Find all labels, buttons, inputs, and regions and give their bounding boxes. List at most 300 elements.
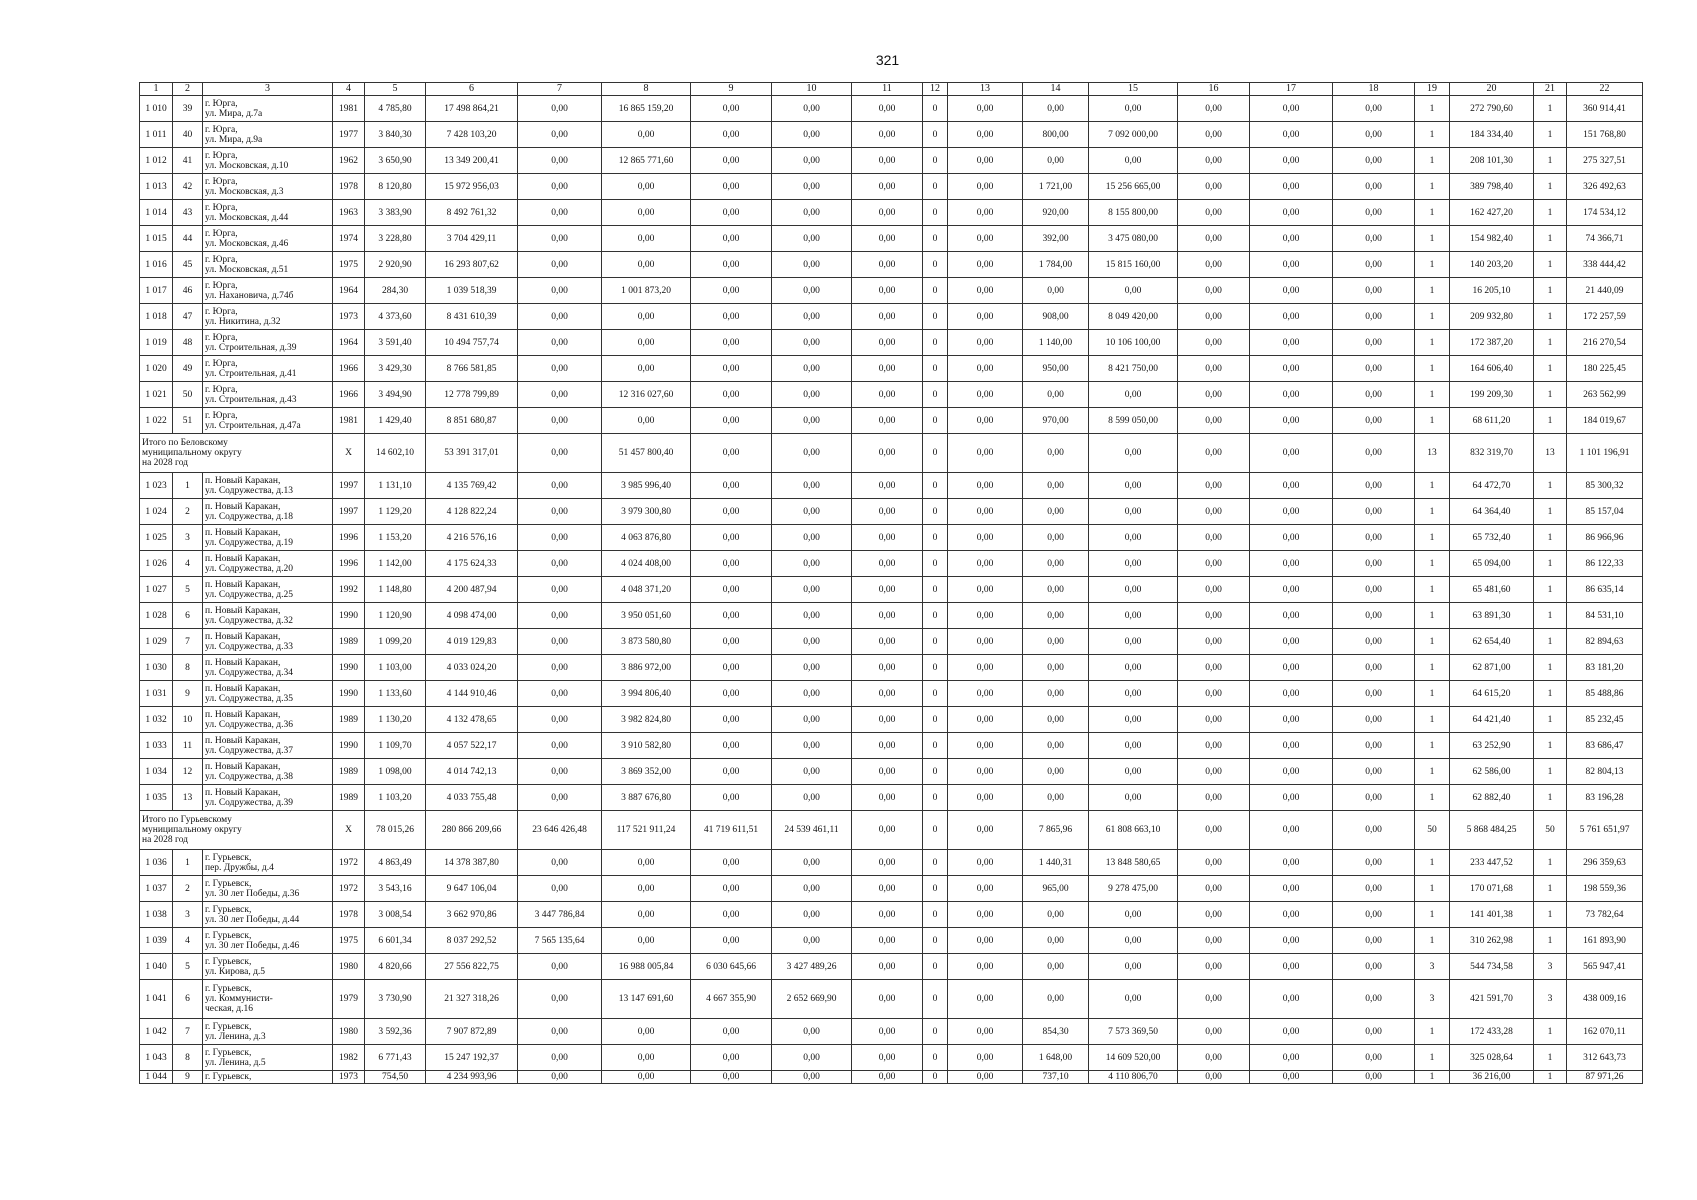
table-cell: 0,00 (772, 226, 852, 252)
table-cell: 1 (1415, 785, 1450, 811)
table-cell: 49 (173, 356, 203, 382)
table-cell: 0,00 (1178, 629, 1250, 655)
table-cell: 140 203,20 (1450, 252, 1534, 278)
table-cell: 1 (1534, 356, 1567, 382)
table-cell: 172 433,28 (1450, 1019, 1534, 1045)
table-cell: 162 070,11 (1567, 1019, 1643, 1045)
table-cell: 4 128 822,24 (426, 499, 518, 525)
table-row (140, 551, 1643, 577)
table-cell: X (333, 811, 365, 850)
table-cell: 0,00 (602, 850, 691, 876)
table-cell: 0,00 (772, 434, 852, 473)
table-cell: 0,00 (691, 1019, 772, 1045)
table-cell: 0,00 (1333, 785, 1415, 811)
table-row (140, 408, 1643, 434)
table-cell: 0,00 (1023, 733, 1089, 759)
table-cell: 62 654,40 (1450, 629, 1534, 655)
table-cell: 0,00 (1023, 681, 1089, 707)
table-cell: 0 (923, 473, 948, 499)
table-cell: 1978 (333, 902, 365, 928)
table-cell: 0,00 (1178, 928, 1250, 954)
table-cell: 0,00 (1089, 499, 1178, 525)
row-number-cell: 1 029 (140, 629, 173, 655)
table-cell: 0,00 (772, 382, 852, 408)
table-cell: 0,00 (518, 278, 602, 304)
table-cell: 0,00 (518, 122, 602, 148)
address-cell: п. Новый Каракан, ул. Содружества, д.38 (203, 759, 333, 785)
table-cell: 1973 (333, 304, 365, 330)
table-cell: 1972 (333, 850, 365, 876)
row-number-cell: 1 031 (140, 681, 173, 707)
table-cell: 174 534,12 (1567, 200, 1643, 226)
table-cell: 0,00 (852, 122, 923, 148)
table-cell: 0,00 (602, 928, 691, 954)
table-cell: 0,00 (518, 850, 602, 876)
table-cell: 4 144 910,46 (426, 681, 518, 707)
table-cell: 62 871,00 (1450, 655, 1534, 681)
table-cell: 151 768,80 (1567, 122, 1643, 148)
table-cell: 3 592,36 (365, 1019, 426, 1045)
table-cell: 1964 (333, 330, 365, 356)
table-cell: 0,00 (852, 876, 923, 902)
table-cell: 0,00 (1178, 382, 1250, 408)
table-cell: 78 015,26 (365, 811, 426, 850)
table-cell: 161 893,90 (1567, 928, 1643, 954)
column-number-cell: 5 (365, 83, 426, 96)
table-cell: 0,00 (948, 954, 1023, 980)
address-cell: п. Новый Каракан, ул. Содружества, д.34 (203, 655, 333, 681)
table-cell: 0,00 (1023, 954, 1089, 980)
table-cell: 0,00 (948, 174, 1023, 200)
table-cell: 64 421,40 (1450, 707, 1534, 733)
table-cell: 1992 (333, 577, 365, 603)
table-cell: 1989 (333, 759, 365, 785)
table-cell: 0 (923, 434, 948, 473)
table-cell: 4 132 478,65 (426, 707, 518, 733)
table-cell: 1 (1534, 148, 1567, 174)
table-cell: 3 650,90 (365, 148, 426, 174)
table-cell: 0,00 (1250, 603, 1333, 629)
row-number-cell: 1 020 (140, 356, 173, 382)
table-cell: 0,00 (1250, 733, 1333, 759)
table-cell: 0,00 (1178, 1019, 1250, 1045)
table-cell: 0,00 (852, 174, 923, 200)
table-cell: 0,00 (691, 473, 772, 499)
table-cell: 1 648,00 (1023, 1045, 1089, 1071)
table-cell: 0,00 (1089, 551, 1178, 577)
address-cell: г. Юрга, ул. Мира, д.9а (203, 122, 333, 148)
table-row (140, 304, 1643, 330)
table-cell: 1 (1534, 603, 1567, 629)
table-cell: 0 (923, 525, 948, 551)
table-cell: 4 063 876,80 (602, 525, 691, 551)
table-cell: 0,00 (518, 330, 602, 356)
table-cell: 0,00 (772, 408, 852, 434)
table-cell: 0,00 (948, 252, 1023, 278)
table-cell: 0,00 (1333, 603, 1415, 629)
table-cell: 0,00 (1089, 473, 1178, 499)
table-cell: 47 (173, 304, 203, 330)
table-cell: 0,00 (691, 226, 772, 252)
table-cell: 0,00 (518, 954, 602, 980)
table-cell: 51 457 800,40 (602, 434, 691, 473)
table-cell: 4 863,49 (365, 850, 426, 876)
table-cell: 0,00 (948, 122, 1023, 148)
address-cell: г. Юрга, ул. Строительная, д.41 (203, 356, 333, 382)
table-cell: 184 019,67 (1567, 408, 1643, 434)
table-cell: 0,00 (1250, 174, 1333, 200)
table-cell: 1 (1534, 785, 1567, 811)
table-row (140, 629, 1643, 655)
table-cell: 13 (1415, 434, 1450, 473)
column-number-cell: 6 (426, 83, 518, 96)
address-cell: г. Юрга, ул. Московская, д.3 (203, 174, 333, 200)
table-cell: 0,00 (1089, 681, 1178, 707)
address-cell: г. Юрга, ул. Никитина, д.32 (203, 304, 333, 330)
table-cell: 0,00 (1178, 603, 1250, 629)
table-cell: 1 (1534, 122, 1567, 148)
table-cell: 0,00 (1023, 148, 1089, 174)
table-cell: 3 704 429,11 (426, 226, 518, 252)
table-cell: 0,00 (602, 902, 691, 928)
column-number-cell: 19 (1415, 83, 1450, 96)
row-number-cell: 1 024 (140, 499, 173, 525)
row-number-cell: 1 011 (140, 122, 173, 148)
table-cell: 8 049 420,00 (1089, 304, 1178, 330)
table-cell: 8 421 750,00 (1089, 356, 1178, 382)
table-cell: 4 110 806,70 (1089, 1071, 1178, 1084)
table-cell: 0,00 (691, 876, 772, 902)
table-cell: 3 008,54 (365, 902, 426, 928)
table-cell: 0,00 (1333, 96, 1415, 122)
table-cell: 0,00 (1178, 850, 1250, 876)
table-cell: 0,00 (518, 629, 602, 655)
table-cell: 1 (1415, 356, 1450, 382)
column-number-cell: 12 (923, 83, 948, 96)
table-cell: 0 (923, 330, 948, 356)
table-cell: 0,00 (948, 603, 1023, 629)
table-cell: 1 133,60 (365, 681, 426, 707)
address-cell: п. Новый Каракан, ул. Содружества, д.25 (203, 577, 333, 603)
table-cell: 0,00 (852, 499, 923, 525)
table-cell: 1 (1534, 733, 1567, 759)
column-number-cell: 7 (518, 83, 602, 96)
table-cell: 0,00 (602, 1019, 691, 1045)
table-cell: 0,00 (772, 278, 852, 304)
table-cell: 0,00 (691, 122, 772, 148)
table-cell: 2 (173, 499, 203, 525)
table-cell: 1 (1415, 200, 1450, 226)
table-cell: 0,00 (1333, 759, 1415, 785)
table-cell: 40 (173, 122, 203, 148)
table-cell: 1980 (333, 954, 365, 980)
table-cell: 83 181,20 (1567, 655, 1643, 681)
subtotal-row (140, 811, 1643, 850)
table-cell: 0,00 (948, 499, 1023, 525)
address-cell: п. Новый Каракан, ул. Содружества, д.33 (203, 629, 333, 655)
table-cell: 1 440,31 (1023, 850, 1089, 876)
address-cell: п. Новый Каракан, ул. Содружества, д.19 (203, 525, 333, 551)
table-row (140, 876, 1643, 902)
row-number-cell: 1 016 (140, 252, 173, 278)
table-cell: 1 (1534, 473, 1567, 499)
table-cell: 0,00 (948, 408, 1023, 434)
table-cell: 0,00 (1333, 954, 1415, 980)
table-cell: 3 (173, 525, 203, 551)
table-cell: 1 (173, 473, 203, 499)
table-cell: 45 (173, 252, 203, 278)
table-cell: 0,00 (1178, 655, 1250, 681)
table-cell: 0,00 (1250, 681, 1333, 707)
table-cell: 0,00 (1333, 382, 1415, 408)
table-cell: 0,00 (1089, 928, 1178, 954)
table-row (140, 902, 1643, 928)
table-cell: 4 216 576,16 (426, 525, 518, 551)
table-cell: 8 037 292,52 (426, 928, 518, 954)
table-cell: 8 599 050,00 (1089, 408, 1178, 434)
table-cell: 0,00 (1250, 850, 1333, 876)
table-cell: 0,00 (1089, 785, 1178, 811)
table-cell: 0,00 (852, 304, 923, 330)
table-cell: 23 646 426,48 (518, 811, 602, 850)
column-number-cell: 2 (173, 83, 203, 96)
table-cell: 1 (1415, 408, 1450, 434)
table-cell: 0,00 (518, 759, 602, 785)
table-cell: 275 327,51 (1567, 148, 1643, 174)
table-cell: 0,00 (1178, 577, 1250, 603)
table-cell: 0,00 (1023, 902, 1089, 928)
table-cell: 8 492 761,32 (426, 200, 518, 226)
table-cell: 389 798,40 (1450, 174, 1534, 200)
table-cell: 0,00 (1178, 980, 1250, 1019)
table-cell: 1 (1534, 681, 1567, 707)
row-number-cell: 1 036 (140, 850, 173, 876)
table-row (140, 200, 1643, 226)
table-cell: 0,00 (1333, 122, 1415, 148)
table-cell: 4 057 522,17 (426, 733, 518, 759)
table-cell: 1981 (333, 408, 365, 434)
table-cell: 1 (1534, 902, 1567, 928)
table-row (140, 980, 1643, 1019)
table-cell: 0,00 (852, 551, 923, 577)
table-cell: 0,00 (1333, 499, 1415, 525)
row-number-cell: 1 042 (140, 1019, 173, 1045)
table-cell: 1 (1534, 551, 1567, 577)
table-cell: 438 009,16 (1567, 980, 1643, 1019)
table-cell: 0,00 (1023, 759, 1089, 785)
table-cell: 0,00 (948, 850, 1023, 876)
table-cell: 0,00 (1178, 330, 1250, 356)
table-cell: 0,00 (852, 96, 923, 122)
table-cell: 50 (1415, 811, 1450, 850)
table-cell: 0,00 (948, 1071, 1023, 1084)
table-cell: 0,00 (602, 876, 691, 902)
table-cell: 0,00 (1250, 434, 1333, 473)
table-cell: 950,00 (1023, 356, 1089, 382)
table-cell: 4 820,66 (365, 954, 426, 980)
table-cell: 0,00 (852, 148, 923, 174)
table-cell: 12 (173, 759, 203, 785)
table-cell: 170 071,68 (1450, 876, 1534, 902)
table-row (140, 954, 1643, 980)
table-cell: 0,00 (852, 655, 923, 681)
table-cell: 0,00 (1333, 876, 1415, 902)
table-cell: 15 815 160,00 (1089, 252, 1178, 278)
table-cell: 0,00 (1089, 525, 1178, 551)
table-cell: 0,00 (518, 200, 602, 226)
table-cell: 0 (923, 174, 948, 200)
table-cell: 0 (923, 252, 948, 278)
table-cell: 65 732,40 (1450, 525, 1534, 551)
table-cell: 4 785,80 (365, 96, 426, 122)
table-cell: 0,00 (691, 174, 772, 200)
table-cell: 1997 (333, 499, 365, 525)
table-cell: 3 873 580,80 (602, 629, 691, 655)
table-cell: 3 (1534, 954, 1567, 980)
table-cell: 1 (1415, 226, 1450, 252)
table-cell: 4 048 371,20 (602, 577, 691, 603)
table-cell: 0,00 (1023, 434, 1089, 473)
table-cell: 0,00 (1333, 148, 1415, 174)
table-row (140, 850, 1643, 876)
table-cell: 0,00 (1333, 473, 1415, 499)
table-cell: 0,00 (852, 356, 923, 382)
table-row (140, 655, 1643, 681)
table-cell: 42 (173, 174, 203, 200)
address-cell: г. Юрга, ул. Московская, д.46 (203, 226, 333, 252)
table-cell: 1 (1415, 473, 1450, 499)
table-cell: 61 808 663,10 (1089, 811, 1178, 850)
table-row (140, 707, 1643, 733)
table-cell: 13 147 691,60 (602, 980, 691, 1019)
table-cell: 63 252,90 (1450, 733, 1534, 759)
table-cell: 62 882,40 (1450, 785, 1534, 811)
table-cell: 754,50 (365, 1071, 426, 1084)
table-cell: 0,00 (1023, 980, 1089, 1019)
table-cell: 39 (173, 96, 203, 122)
address-cell: г. Гурьевск, ул. Ленина, д.5 (203, 1045, 333, 1071)
table-cell: 0,00 (1333, 1071, 1415, 1084)
table-cell: 0,00 (691, 499, 772, 525)
table-cell: 141 401,38 (1450, 902, 1534, 928)
table-cell: 0,00 (948, 733, 1023, 759)
table-cell: 24 539 461,11 (772, 811, 852, 850)
table-cell: 0,00 (1250, 356, 1333, 382)
table-cell: 0,00 (1178, 278, 1250, 304)
table-cell: 0,00 (602, 1071, 691, 1084)
table-cell: 3 950 051,60 (602, 603, 691, 629)
table-cell: 0,00 (772, 902, 852, 928)
table-cell: 1966 (333, 356, 365, 382)
table-row (140, 278, 1643, 304)
table-cell: 0,00 (518, 577, 602, 603)
table-cell: 1964 (333, 278, 365, 304)
table-cell: 1 (1415, 148, 1450, 174)
table-cell: 1 (1534, 928, 1567, 954)
table-cell: 0 (923, 655, 948, 681)
table-cell: 0,00 (852, 707, 923, 733)
table-cell: 3 910 582,80 (602, 733, 691, 759)
table-cell: 0,00 (1178, 200, 1250, 226)
table-cell: 0,00 (1333, 655, 1415, 681)
table-cell: 0 (923, 1071, 948, 1084)
table-cell: 0,00 (1250, 577, 1333, 603)
table-cell: 2 920,90 (365, 252, 426, 278)
table-cell: 0,00 (852, 785, 923, 811)
table-row (140, 603, 1643, 629)
column-number-cell: 14 (1023, 83, 1089, 96)
column-number-cell: 10 (772, 83, 852, 96)
table-cell: 1 (1534, 629, 1567, 655)
row-number-cell: 1 043 (140, 1045, 173, 1071)
table-cell: 1 (1534, 577, 1567, 603)
table-cell: 0,00 (852, 759, 923, 785)
table-cell: 0,00 (852, 382, 923, 408)
table-row (140, 759, 1643, 785)
table-cell: 0,00 (1333, 278, 1415, 304)
table-cell: 0,00 (1023, 707, 1089, 733)
table-cell: 0,00 (1250, 811, 1333, 850)
table-cell: 208 101,30 (1450, 148, 1534, 174)
table-cell: 4 033 024,20 (426, 655, 518, 681)
table-cell: 0,00 (948, 551, 1023, 577)
table-cell: 1 (1534, 174, 1567, 200)
table-cell: 0,00 (1333, 525, 1415, 551)
table-cell: 0,00 (691, 707, 772, 733)
column-number-cell: 4 (333, 83, 365, 96)
table-cell: 0,00 (852, 226, 923, 252)
table-cell: 0,00 (518, 473, 602, 499)
table-cell: 1 (1534, 707, 1567, 733)
table-cell: 0,00 (518, 174, 602, 200)
table-cell: 172 257,59 (1567, 304, 1643, 330)
table-cell: 0,00 (772, 330, 852, 356)
table-cell: 854,30 (1023, 1019, 1089, 1045)
table-cell: 0,00 (1178, 473, 1250, 499)
table-cell: 1 (1415, 681, 1450, 707)
table-cell: 0,00 (691, 655, 772, 681)
table-cell: 1 (1534, 304, 1567, 330)
table-cell: 0,00 (1178, 434, 1250, 473)
table-cell: 0,00 (1333, 577, 1415, 603)
address-cell: п. Новый Каракан, ул. Содружества, д.35 (203, 681, 333, 707)
table-cell: 1963 (333, 200, 365, 226)
table-cell: 0,00 (948, 304, 1023, 330)
table-cell: 0,00 (852, 1045, 923, 1071)
table-cell: 0,00 (852, 928, 923, 954)
table-cell: 0,00 (1178, 122, 1250, 148)
table-cell: 1 (1415, 304, 1450, 330)
table-cell: 4 175 624,33 (426, 551, 518, 577)
table-cell: 0,00 (948, 785, 1023, 811)
row-number-cell: 1 015 (140, 226, 173, 252)
table-cell: 16 865 159,20 (602, 96, 691, 122)
table-cell: 0,00 (852, 408, 923, 434)
table-cell: 0,00 (948, 96, 1023, 122)
table-cell: 0,00 (691, 304, 772, 330)
table-cell: 0,00 (602, 122, 691, 148)
table-cell: 0,00 (1089, 603, 1178, 629)
table-cell: 1990 (333, 603, 365, 629)
table-cell: 15 972 956,03 (426, 174, 518, 200)
column-number-cell: 21 (1534, 83, 1567, 96)
table-cell: 41 719 611,51 (691, 811, 772, 850)
table-cell: 0,00 (518, 304, 602, 330)
table-cell: 12 865 771,60 (602, 148, 691, 174)
address-cell: г. Юрга, ул. Московская, д.44 (203, 200, 333, 226)
table-cell: 0,00 (1333, 1019, 1415, 1045)
table-cell: 1975 (333, 928, 365, 954)
